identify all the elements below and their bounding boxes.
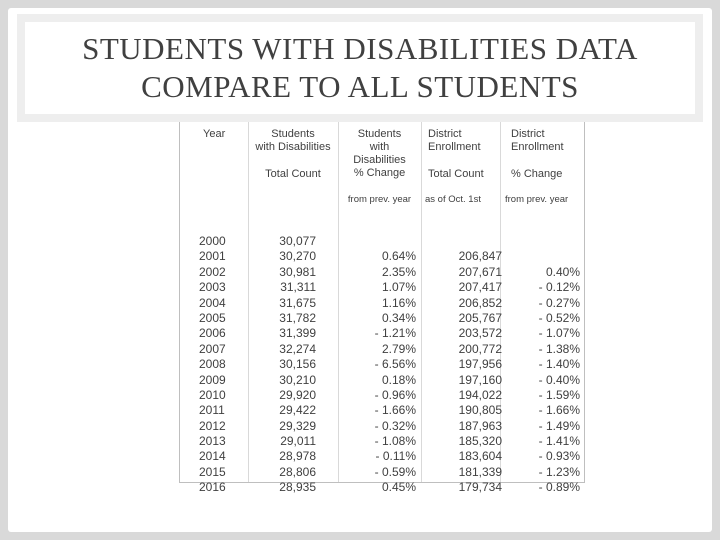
- cell-year: 2008: [199, 357, 226, 372]
- cell-year: 2003: [199, 280, 226, 295]
- cell-de-pct: - 1.38%: [538, 341, 580, 356]
- header-de-pct-line2: Enrollment: [511, 141, 564, 153]
- cell-swd-count: 29,422: [279, 403, 316, 418]
- cell-swd-count: 31,675: [279, 295, 316, 310]
- cell-swd-count: 29,920: [279, 387, 316, 402]
- cell-year: 2000: [199, 234, 226, 248]
- cell-de-count: 207,417: [458, 280, 502, 295]
- cell-swd-pct: 0.64%: [381, 249, 416, 264]
- cell-year: 2013: [199, 434, 226, 449]
- table-row: [180, 419, 584, 434]
- cell-swd-count: 31,399: [279, 326, 316, 341]
- cell-swd-pct: 1.16%: [381, 295, 416, 310]
- header-de-count-line3: Total Count: [428, 168, 484, 180]
- cell-de-pct: - 0.27%: [538, 295, 580, 310]
- table-row: [180, 449, 584, 464]
- cell-swd-pct: 2.79%: [381, 341, 416, 356]
- cell-swd-count: 32,274: [279, 341, 316, 356]
- cell-de-count: 197,956: [458, 357, 502, 372]
- cell-de-pct: - 0.89%: [538, 480, 580, 495]
- header-year: Year: [203, 128, 226, 140]
- cell-de-count: 185,320: [458, 434, 502, 449]
- cell-year: 2006: [199, 326, 226, 341]
- table-row: [180, 465, 584, 480]
- table-row: [180, 434, 584, 449]
- cell-year: 2015: [199, 464, 226, 479]
- cell-de-pct: - 0.12%: [538, 280, 580, 295]
- cell-swd-pct: - 1.08%: [374, 434, 416, 449]
- cell-swd-pct: 0.34%: [381, 310, 416, 325]
- cell-de-pct: - 0.52%: [538, 310, 580, 325]
- cell-swd-count: 28,806: [279, 464, 316, 479]
- subheader-de-pct: from prev. year: [505, 194, 569, 205]
- cell-de-count: 197,160: [458, 372, 502, 387]
- cell-de-pct: - 0.93%: [538, 449, 580, 464]
- cell-de-pct: - 1.41%: [538, 434, 580, 449]
- table-row: [180, 373, 584, 388]
- cell-swd-count: 30,210: [279, 372, 316, 387]
- cell-de-count: 203,572: [458, 326, 502, 341]
- cell-swd-pct: 0.18%: [381, 372, 416, 387]
- cell-swd-count: 31,311: [280, 280, 316, 295]
- cell-swd-count: 30,156: [279, 357, 316, 372]
- cell-year: 2007: [199, 341, 226, 356]
- header-swd-count-line1: Students: [271, 128, 315, 140]
- cell-swd-pct: 2.35%: [381, 264, 416, 279]
- header-swd-pct-line4: % Change: [353, 167, 406, 179]
- cell-swd-pct: - 0.59%: [374, 464, 416, 479]
- table-row: [180, 265, 584, 280]
- table-row: [180, 388, 584, 403]
- cell-year: 2005: [199, 310, 226, 325]
- cell-swd-count: 30,981: [279, 264, 316, 279]
- subheader-swd-pct: from prev. year: [347, 194, 412, 205]
- cell-de-count: 206,852: [458, 295, 502, 310]
- cell-de-pct: - 1.40%: [538, 357, 580, 372]
- cell-de-pct: 0.40%: [545, 264, 580, 279]
- table-row: [180, 249, 584, 264]
- cell-de-count: 205,767: [458, 310, 502, 325]
- cell-de-count: 183,604: [458, 449, 502, 464]
- cell-swd-pct: - 0.96%: [374, 387, 416, 402]
- table-row: [180, 342, 584, 357]
- cell-swd-count: 31,782: [279, 310, 316, 325]
- cell-swd-pct: 1.07%: [381, 280, 416, 295]
- table-row: [180, 326, 584, 341]
- cell-swd-pct: - 0.11%: [375, 449, 416, 464]
- table-row: [180, 480, 584, 495]
- cell-swd-count: 28,935: [279, 480, 316, 495]
- cell-year: 2001: [199, 249, 226, 264]
- cell-de-pct: - 1.07%: [538, 326, 580, 341]
- table-row: [180, 311, 584, 326]
- cell-de-count: 206,847: [458, 249, 502, 264]
- cell-swd-count: 30,270: [279, 249, 316, 264]
- cell-de-pct: - 1.59%: [538, 387, 580, 402]
- cell-swd-pct: 0.45%: [381, 480, 416, 495]
- header-swd-pct-line2: with: [369, 141, 390, 153]
- cell-swd-pct: - 0.32%: [374, 418, 416, 433]
- header-de-count-line2: Enrollment: [428, 141, 481, 153]
- cell-de-pct: - 1.66%: [538, 403, 580, 418]
- cell-de-count: 187,963: [458, 418, 502, 433]
- slide-title: [25, 22, 695, 114]
- title-line-2: COMPARE TO ALL STUDENTS: [141, 69, 579, 104]
- table-row: [180, 280, 584, 295]
- table-row: [180, 234, 584, 249]
- header-de-pct-line3: % Change: [511, 168, 563, 180]
- cell-swd-count: 30,077: [279, 234, 316, 248]
- cell-de-pct: - 1.49%: [538, 418, 580, 433]
- cell-year: 2002: [199, 264, 226, 279]
- cell-year: 2014: [199, 449, 226, 464]
- cell-de-count: 200,772: [458, 341, 502, 356]
- cell-de-count: 190,805: [458, 403, 502, 418]
- cell-year: 2010: [199, 387, 226, 402]
- cell-year: 2016: [199, 480, 226, 495]
- title-line-1: STUDENTS WITH DISABILITIES DATA: [82, 31, 638, 66]
- cell-de-count: 194,022: [458, 387, 502, 402]
- header-swd-count-line3: Total Count: [265, 168, 321, 180]
- header-de-pct-line1: District: [511, 128, 545, 140]
- table-row: [180, 403, 584, 418]
- header-swd-pct-line1: Students: [357, 128, 402, 140]
- cell-swd-count: 28,978: [279, 449, 316, 464]
- cell-year: 2004: [199, 295, 226, 310]
- cell-swd-pct: - 6.56%: [374, 357, 416, 372]
- table-row: [180, 357, 584, 372]
- cell-year: 2012: [199, 418, 226, 433]
- cell-de-pct: - 0.40%: [538, 372, 580, 387]
- cell-swd-count: 29,011: [280, 434, 316, 449]
- header-swd-count-line2: with Disabilities: [255, 141, 331, 153]
- cell-year: 2009: [199, 372, 226, 387]
- subheader-de-count: as of Oct. 1st: [425, 194, 481, 205]
- cell-de-count: 179,734: [458, 480, 502, 495]
- table-row: [180, 296, 584, 311]
- cell-de-pct: - 1.23%: [538, 464, 580, 479]
- cell-de-count: 207,671: [458, 264, 502, 279]
- cell-swd-pct: - 1.21%: [374, 326, 416, 341]
- cell-year: 2011: [199, 403, 225, 418]
- table-body: [180, 234, 584, 496]
- cell-swd-pct: - 1.66%: [374, 403, 416, 418]
- header-swd-pct-line3: Disabilities: [353, 154, 406, 166]
- header-de-count-line1: District: [428, 128, 462, 140]
- cell-swd-count: 29,329: [279, 418, 316, 433]
- cell-de-count: 181,339: [458, 464, 502, 479]
- data-table: [179, 122, 585, 495]
